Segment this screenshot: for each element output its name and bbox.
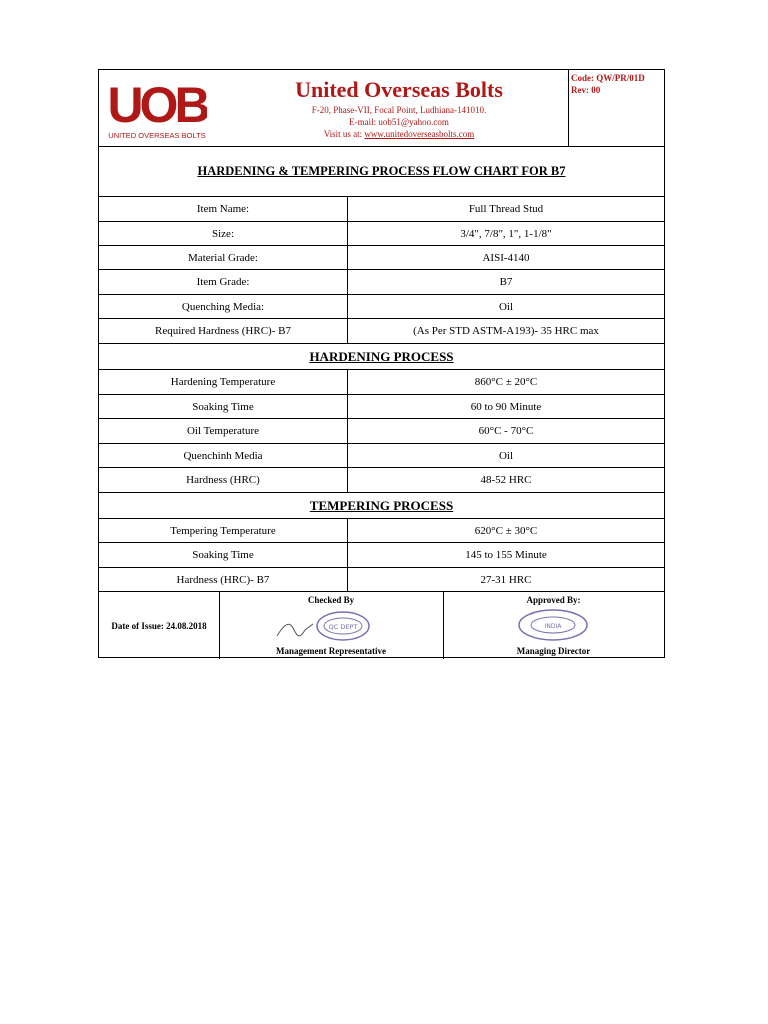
- table-row: [99, 294, 664, 318]
- row-label: Soaking Time: [99, 395, 348, 418]
- company-logo: [107, 76, 207, 142]
- row-value: 620°C ± 30°C: [474, 524, 538, 537]
- table-row: [99, 245, 664, 269]
- row-label: Size:: [99, 222, 348, 245]
- table-row: [99, 221, 664, 245]
- company-name: United Overseas Bolts: [295, 77, 503, 102]
- company-address: F-20, Phase-VII, Focal Point, Ludhiana-141010.: [311, 105, 487, 115]
- row-value: 145 to 155 Minute: [465, 549, 547, 561]
- row-label: Soaking Time: [99, 543, 348, 567]
- section-header-tempering: [99, 492, 664, 518]
- table-row: [99, 467, 664, 492]
- row-value: 48-52 HRC: [480, 474, 532, 486]
- table-row: [99, 443, 664, 467]
- row-value: Oil: [498, 449, 514, 462]
- process-sheet: [98, 69, 665, 658]
- row-value: 60 to 90 Minute: [470, 400, 542, 413]
- table-row: [99, 369, 664, 394]
- row-label: Oil Temperature: [99, 419, 348, 443]
- row-label: Material Grade:: [99, 246, 348, 269]
- row-value: Oil: [498, 300, 514, 313]
- table-row: [99, 542, 664, 567]
- document-code: Code: QW/PR/01D: [571, 73, 645, 83]
- row-value: Full Thread Stud: [468, 203, 544, 215]
- company-website-line: [249, 128, 549, 140]
- row-value: 860°C ± 20°C: [474, 376, 538, 388]
- seal-text: INDIA: [544, 623, 562, 630]
- checked-role: Management Representative: [275, 646, 387, 656]
- table-row: [99, 318, 664, 343]
- date-of-issue: Date of Issue: 24.08.2018: [99, 592, 220, 659]
- row-label: Item Grade:: [99, 270, 348, 294]
- document-revision: Rev: 00: [571, 85, 601, 95]
- row-value: 27-31 HRC: [480, 573, 532, 586]
- row-label: Hardness (HRC): [99, 468, 348, 492]
- company-email: E-mail: uob51@yahoo.com: [349, 117, 449, 127]
- stamp-text: QC DEPT: [328, 623, 358, 631]
- table-row: [99, 567, 664, 591]
- table-row: [99, 394, 664, 418]
- row-value: 3/4", 7/8", 1", 1-1/8": [460, 227, 552, 240]
- title-row: [99, 146, 664, 196]
- logo-subtitle: UNITED OVERSEAS BOLTS: [108, 131, 206, 140]
- row-label: Item Name:: [99, 197, 348, 221]
- row-value: (As Per STD ASTM-A193)- 35 HRC max: [413, 325, 599, 337]
- table-row: [99, 418, 664, 443]
- sheet-header: [99, 70, 664, 146]
- checked-by-label: Checked By: [307, 595, 355, 605]
- logo-text: UOB: [107, 77, 207, 133]
- visit-prefix: Visit us at:: [323, 129, 365, 139]
- checked-by-block: [219, 592, 444, 659]
- document-code-box: [568, 70, 664, 146]
- row-value: AISI-4140: [482, 251, 530, 264]
- approved-role: Managing Director: [516, 646, 591, 656]
- row-value: 60°C - 70°C: [478, 425, 534, 437]
- approved-by-label: Approved By:: [526, 595, 581, 605]
- section-header-hardening: [99, 343, 664, 369]
- row-label: Quenching Media:: [99, 295, 348, 318]
- row-label: Tempering Temperature: [99, 519, 348, 542]
- sign-off-footer: [99, 591, 664, 659]
- row-label: Hardness (HRC)- B7: [99, 568, 348, 591]
- row-label: Hardening Temperature: [99, 370, 348, 394]
- row-label: Required Hardness (HRC)- B7: [99, 319, 348, 343]
- table-row: [99, 518, 664, 542]
- company-block: [249, 76, 549, 140]
- hardening-title: HARDENING PROCESS: [309, 348, 454, 364]
- row-label: Quenchinh Media: [99, 444, 348, 467]
- company-seal-icon: [515, 606, 591, 644]
- signature-stamp-icon: [269, 606, 379, 646]
- tempering-title: TEMPERING PROCESS: [309, 497, 454, 513]
- website-link[interactable]: www.unitedoverseasbolts.com: [364, 129, 475, 139]
- row-value: B7: [499, 276, 513, 288]
- approved-by-block: [443, 592, 664, 659]
- table-row: [99, 269, 664, 294]
- table-row: [99, 196, 664, 221]
- page-title: HARDENING & TEMPERING PROCESS FLOW CHART FOR B7: [197, 164, 566, 178]
